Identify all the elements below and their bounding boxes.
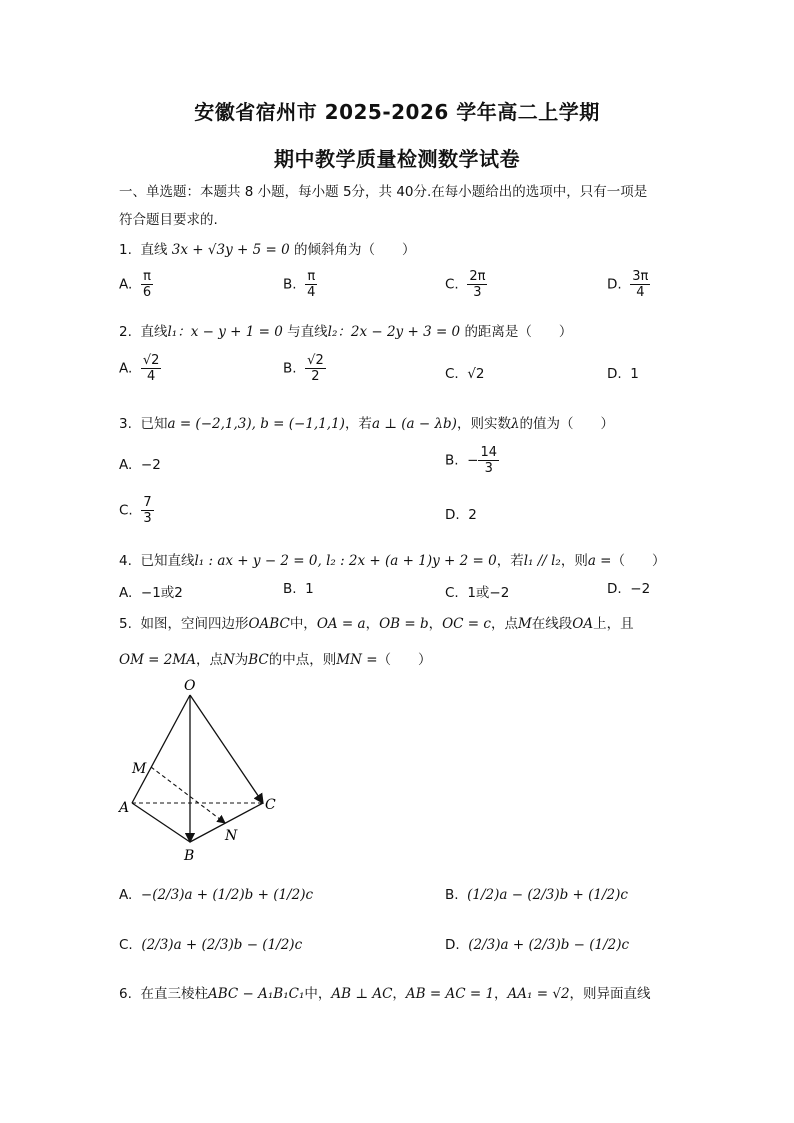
question-text: ，	[494, 986, 508, 1002]
math-expression: OM = 2MA	[119, 652, 196, 668]
vector-expression: MN =	[336, 652, 378, 668]
option-label: B.	[445, 452, 459, 469]
option-label: D.	[607, 276, 622, 293]
option-value: 2	[468, 507, 477, 523]
question-text: ，点	[490, 616, 518, 632]
math-expression: AB ⊥ AC	[331, 986, 393, 1002]
fraction	[141, 269, 153, 300]
option-value: 1或−2	[467, 585, 510, 601]
question-text: （ ）	[611, 553, 666, 569]
label-A: A	[119, 800, 130, 816]
line-l2: l₂	[327, 324, 338, 340]
q4-option-d[interactable]	[607, 581, 650, 597]
vector-expression: −(2/3)a + (1/2)b + (1/2)c	[140, 887, 314, 903]
option-label: B.	[445, 887, 459, 903]
denominator: 6	[142, 285, 152, 300]
vector-expression: OC = c	[442, 616, 491, 632]
numerator: π	[305, 269, 317, 285]
q3-option-c[interactable]	[119, 495, 154, 526]
math-expression: ：x − y + 1 = 0	[177, 324, 283, 340]
option-label: C.	[445, 585, 459, 601]
denominator: 3	[484, 461, 493, 476]
question-text: 已知	[140, 416, 168, 432]
q2-option-a[interactable]	[119, 353, 161, 384]
math-symbol: N	[222, 652, 235, 668]
label-O: O	[184, 678, 196, 694]
sign: −	[467, 452, 479, 469]
q5-option-a[interactable]	[119, 887, 313, 903]
numerator: 7	[143, 495, 152, 510]
question-number: 6.	[119, 986, 132, 1002]
question-text: ，则	[560, 553, 588, 569]
option-value: √2	[467, 366, 485, 382]
question-text: 中，	[304, 986, 332, 1002]
q3-option-d[interactable]	[445, 507, 477, 523]
q5-option-b[interactable]	[445, 887, 628, 903]
option-value: −2	[140, 457, 161, 473]
line-l1: l₁	[167, 324, 178, 340]
question-5-cont	[119, 648, 432, 668]
math-expression: AA₁ = √2	[507, 986, 570, 1002]
vector-MN-dashed	[151, 767, 225, 823]
label-B: B	[184, 848, 195, 864]
question-text: 已知直线	[140, 553, 195, 569]
question-text: ，点	[195, 652, 223, 668]
section1-heading-cont: 符合题目要求的.	[119, 212, 218, 228]
option-label: D.	[445, 937, 460, 953]
math-symbol: BC	[248, 652, 269, 668]
question-text: 的距离是（ ）	[464, 324, 573, 340]
question-text: 与直线	[287, 324, 328, 340]
math-expression: 3x + √3y + 5 = 0	[171, 242, 290, 258]
denominator: 4	[147, 369, 156, 384]
q5-option-c[interactable]	[119, 937, 302, 953]
q5-option-d[interactable]	[445, 937, 629, 953]
question-6	[119, 982, 651, 1002]
q1-option-b[interactable]	[283, 269, 317, 300]
option-label: A.	[119, 457, 133, 473]
vector-expression: (2/3)a + (2/3)b − (1/2)c	[141, 937, 303, 953]
edge-AB	[132, 803, 190, 842]
label-M: M	[132, 761, 147, 777]
fraction	[467, 269, 487, 300]
q3-option-a[interactable]	[119, 457, 161, 473]
vector-expression: OA = a	[316, 616, 366, 632]
question-text: ，若	[344, 416, 372, 432]
numerator: π	[141, 269, 153, 285]
option-label: B.	[283, 581, 297, 597]
option-label: A.	[119, 887, 133, 903]
numerator: 2π	[469, 269, 486, 284]
math-expression: l₁ : ax + y − 2 = 0, l₂ : 2x + (a + 1)y + 2 = 0	[194, 553, 497, 569]
option-value: 1	[630, 366, 639, 382]
q1-option-c[interactable]	[445, 269, 487, 300]
question-1	[119, 238, 415, 258]
option-label: C.	[445, 366, 459, 382]
option-value: −2	[630, 581, 651, 597]
question-5: 5. 如图，空间四边形OABC中，OA = a，OB = b，OC = c，点M在线段OA上，且	[119, 616, 634, 632]
option-label: D.	[445, 507, 460, 523]
question-text: 的倾斜角为（ ）	[293, 242, 416, 258]
question-number: 1.	[119, 242, 132, 258]
option-label: A.	[119, 585, 133, 601]
option-label: B.	[283, 276, 297, 293]
question-number: 2.	[119, 324, 132, 340]
section1-heading: 一、单选题：本题共 8 小题，每小题 5分，共 40分.在每小题给出的选项中，只有一项是	[119, 184, 648, 200]
q4-option-c[interactable]	[445, 581, 509, 601]
q1-option-a[interactable]	[119, 269, 153, 300]
math-symbol: OABC	[248, 616, 290, 632]
question-2	[119, 320, 572, 340]
option-label: C.	[445, 276, 459, 293]
label-N: N	[225, 828, 238, 844]
math-expression: a ⊥ (a − λb)	[371, 416, 457, 432]
vector-expression: (2/3)a + (2/3)b − (1/2)c	[468, 937, 630, 953]
question-text: 在直三棱柱	[140, 986, 208, 1002]
q4-option-a[interactable]	[119, 581, 183, 601]
math-expression: ABC − A₁B₁C₁	[207, 986, 305, 1002]
option-label: B.	[283, 360, 297, 377]
fraction	[305, 353, 326, 384]
question-text: ，若	[496, 553, 524, 569]
exam-title-line1: 安徽省宿州市 2025-2026 学年高二上学期	[194, 100, 600, 124]
denominator: 2	[311, 369, 320, 384]
denominator: 3	[143, 511, 152, 526]
option-value: −1或2	[140, 585, 183, 601]
numerator: 14	[480, 445, 498, 460]
fraction	[141, 495, 153, 526]
option-label: D.	[607, 581, 622, 597]
option-label: A.	[119, 360, 133, 377]
math-expression: a = (−2,1,3), b = (−1,1,1)	[167, 416, 345, 432]
fraction	[141, 353, 162, 384]
question-text: ，则实数	[456, 416, 511, 432]
math-expression: a =	[587, 553, 612, 569]
q2-option-c[interactable]	[445, 366, 485, 382]
label-C: C	[265, 797, 276, 813]
question-text: 的值为（ ）	[519, 416, 615, 432]
denominator: 3	[473, 285, 482, 300]
question-number: 3.	[119, 416, 132, 432]
option-label: C.	[119, 937, 133, 953]
question-text: 直线	[140, 242, 168, 258]
math-symbol: OA	[572, 616, 594, 632]
edge-OC	[190, 695, 263, 803]
question-number: 5.	[119, 616, 132, 632]
denominator: 4	[307, 285, 316, 300]
q3-option-b[interactable]	[445, 445, 499, 476]
math-symbol: λ	[510, 416, 520, 432]
q4-option-b[interactable]	[283, 581, 314, 597]
question-text: 为	[234, 652, 249, 668]
numerator: √2	[142, 353, 160, 368]
q2-option-d[interactable]	[607, 366, 639, 382]
math-expression: ：2x − 2y + 3 = 0	[337, 324, 461, 340]
math-symbol: M	[517, 616, 532, 632]
option-label: C.	[119, 502, 133, 519]
math-expression: AB = AC = 1	[405, 986, 495, 1002]
question-4	[119, 549, 666, 569]
question-text: ，则异面直线	[569, 986, 651, 1002]
question-3	[119, 412, 614, 432]
q1-option-d[interactable]	[607, 269, 650, 300]
tetrahedron-figure	[115, 675, 285, 865]
question-text: （ ）	[377, 652, 432, 668]
q2-option-b[interactable]	[283, 353, 326, 384]
fraction	[305, 269, 317, 300]
fraction	[478, 445, 499, 476]
question-text: 在线段	[531, 616, 573, 632]
math-expression: l₁ // l₂	[523, 553, 561, 569]
option-label: D.	[607, 366, 622, 382]
edge-OA	[132, 695, 190, 803]
question-number: 4.	[119, 553, 132, 569]
vector-expression: (1/2)a − (2/3)b + (1/2)c	[467, 887, 628, 903]
vector-expression: OB = b	[379, 616, 429, 632]
question-text: ，	[392, 986, 406, 1002]
question-text: 的中点，则	[268, 652, 337, 668]
question-text: 直线	[140, 324, 168, 340]
numerator: √2	[307, 353, 324, 368]
denominator: 4	[636, 285, 645, 300]
fraction	[630, 269, 650, 300]
option-value: 1	[305, 581, 314, 597]
question-text: 上，且	[593, 616, 634, 632]
question-text: 中，	[289, 616, 317, 632]
option-label: A.	[119, 276, 133, 293]
question-text: 如图，空间四边形	[140, 616, 249, 632]
numerator: 3π	[632, 269, 649, 284]
exam-title-line2: 期中教学质量检测数学试卷	[274, 147, 520, 171]
